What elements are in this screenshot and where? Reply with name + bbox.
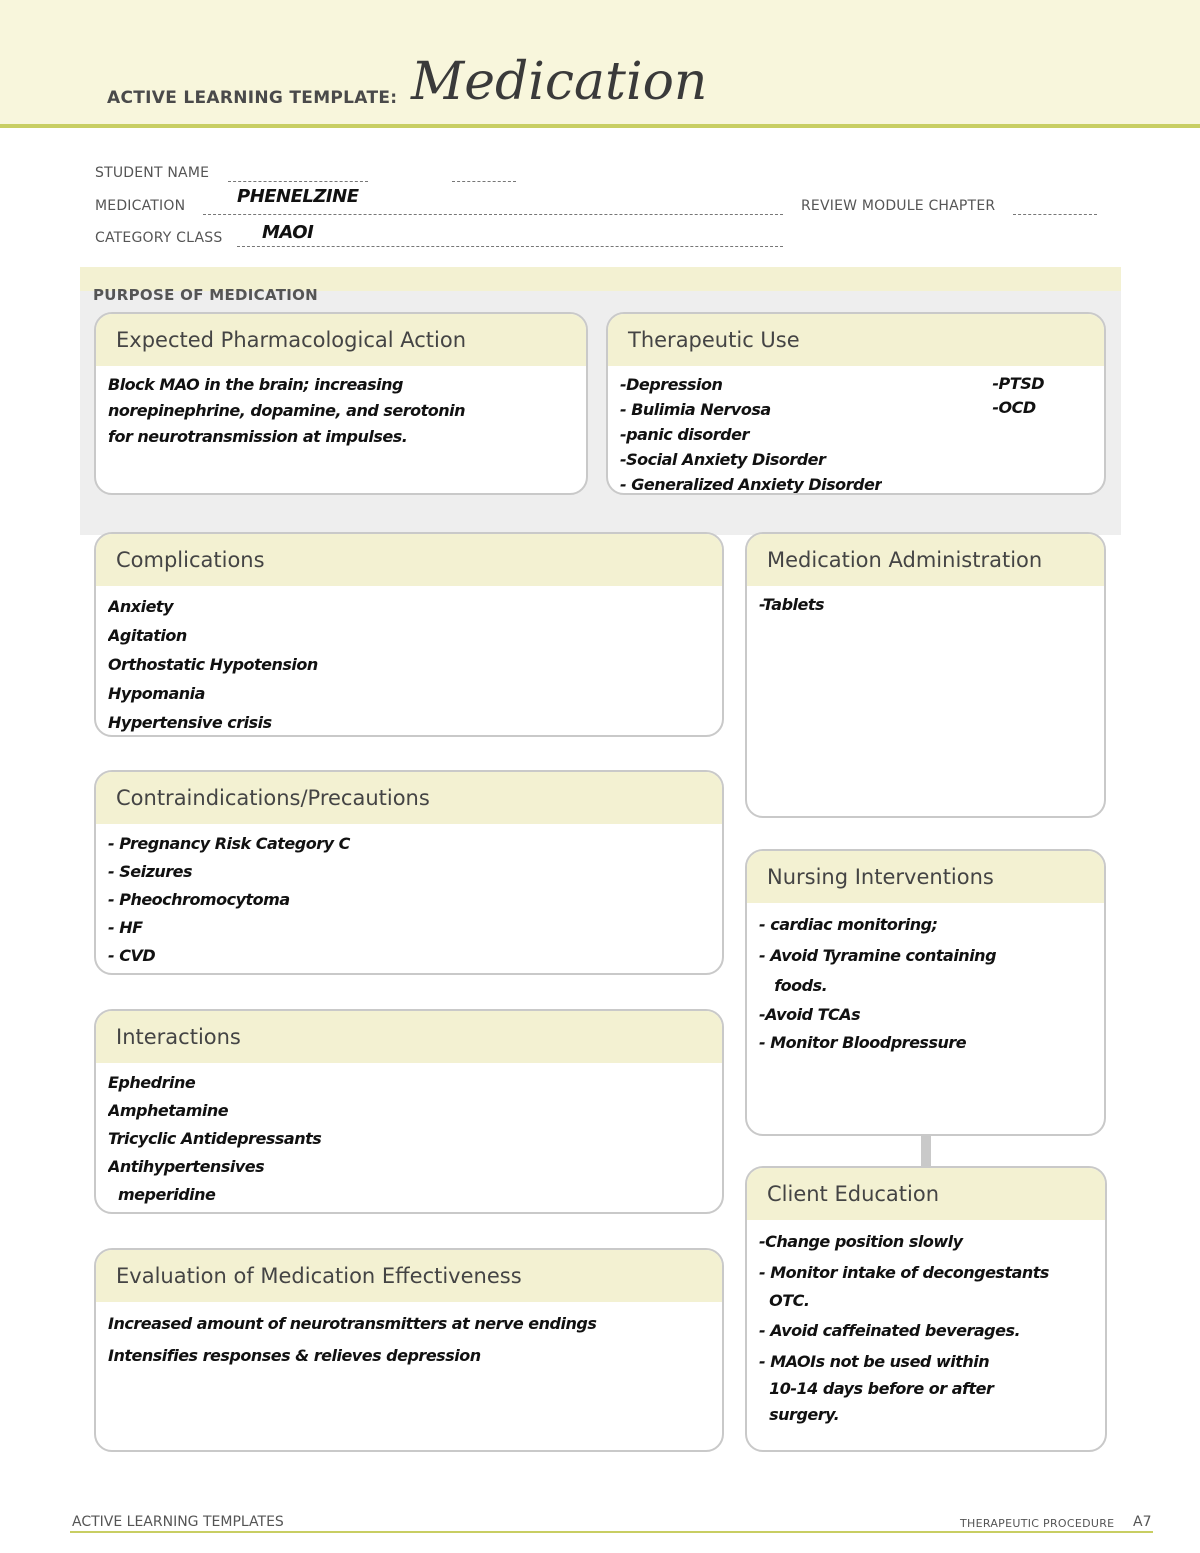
category-class-value: MAOI bbox=[262, 222, 314, 243]
complications-line: Hypertensive crisis bbox=[108, 713, 272, 732]
evaluation-line: Intensifies responses & relieves depression bbox=[108, 1346, 481, 1365]
therapeutic-use-line: - Generalized Anxiety Disorder bbox=[620, 475, 882, 494]
medication-administration-content[interactable] bbox=[747, 586, 1104, 618]
therapeutic-use-card bbox=[606, 312, 1106, 495]
client-education-line: OTC. bbox=[759, 1291, 810, 1310]
student-name-field-extra[interactable] bbox=[452, 181, 516, 182]
therapeutic-use-line: -OCD bbox=[992, 398, 1036, 417]
contraindications-line: - CVD bbox=[108, 946, 156, 965]
client-education-line: 10-14 days before or after bbox=[759, 1379, 994, 1398]
client-education-line: - Avoid caffeinated beverages. bbox=[759, 1321, 1021, 1340]
interactions-title: Interactions bbox=[96, 1011, 722, 1063]
medication-administration-title: Medication Administration bbox=[747, 534, 1104, 586]
contraindications-line: - Seizures bbox=[108, 862, 193, 881]
review-module-field[interactable] bbox=[1013, 214, 1097, 215]
nursing-interventions-card bbox=[745, 849, 1106, 1136]
complications-line: Anxiety bbox=[108, 597, 174, 616]
interactions-card bbox=[94, 1009, 724, 1214]
nursing-interventions-line: - Monitor Bloodpressure bbox=[759, 1033, 967, 1052]
expected-action-line: norepinephrine, dopamine, and serotonin bbox=[108, 401, 466, 420]
interactions-line: Tricyclic Antidepressants bbox=[108, 1129, 322, 1148]
nursing-interventions-title: Nursing Interventions bbox=[747, 851, 1104, 903]
page-title: Medication bbox=[411, 52, 708, 112]
interactions-line: Antihypertensives bbox=[108, 1157, 265, 1176]
review-module-label: REVIEW MODULE CHAPTER bbox=[801, 198, 996, 214]
page-number: A7 bbox=[1133, 1514, 1152, 1530]
therapeutic-use-title: Therapeutic Use bbox=[608, 314, 1104, 366]
client-education-line: - MAOIs not be used within bbox=[759, 1352, 990, 1371]
contraindications-card bbox=[94, 770, 724, 975]
client-education-content[interactable] bbox=[747, 1220, 1105, 1428]
nursing-interventions-line: foods. bbox=[759, 976, 828, 995]
category-class-field[interactable] bbox=[237, 246, 783, 247]
medication-field[interactable] bbox=[203, 214, 783, 215]
complications-line: Agitation bbox=[108, 626, 187, 645]
therapeutic-use-line: -PTSD bbox=[992, 374, 1044, 393]
therapeutic-use-line: -Depression bbox=[620, 375, 723, 394]
medication-administration-card bbox=[745, 532, 1106, 818]
client-education-title: Client Education bbox=[747, 1168, 1105, 1220]
therapeutic-use-content[interactable] bbox=[608, 366, 1104, 495]
evaluation-content[interactable] bbox=[96, 1302, 722, 1372]
medication-label: MEDICATION bbox=[95, 198, 186, 214]
expected-action-line: for neurotransmission at impulses. bbox=[108, 427, 408, 446]
nursing-interventions-line: - Avoid Tyramine containing bbox=[759, 946, 997, 965]
complications-title: Complications bbox=[96, 534, 722, 586]
complications-line: Orthostatic Hypotension bbox=[108, 655, 318, 674]
category-class-label: CATEGORY CLASS bbox=[95, 230, 223, 246]
purpose-section-label: PURPOSE OF MEDICATION bbox=[93, 286, 319, 304]
contraindications-content[interactable] bbox=[96, 824, 722, 970]
evaluation-card bbox=[94, 1248, 724, 1452]
footer-right-text: THERAPEUTIC PROCEDURE bbox=[960, 1517, 1115, 1530]
client-education-line: -Change position slowly bbox=[759, 1232, 963, 1251]
contraindications-title: Contraindications/Precautions bbox=[96, 772, 722, 824]
therapeutic-use-line: - Bulimia Nervosa bbox=[620, 400, 771, 419]
nursing-interventions-line: -Avoid TCAs bbox=[759, 1005, 861, 1024]
contraindications-line: - Pregnancy Risk Category C bbox=[108, 834, 350, 853]
medication-administration-line: -Tablets bbox=[759, 595, 825, 614]
therapeutic-use-right-column bbox=[992, 372, 1044, 495]
section-connector bbox=[921, 1135, 931, 1167]
nursing-interventions-content[interactable] bbox=[747, 903, 1104, 1057]
therapeutic-use-left-column bbox=[620, 372, 882, 495]
evaluation-line: Increased amount of neurotransmitters at nerve endings bbox=[108, 1314, 597, 1333]
client-education-line: surgery. bbox=[759, 1405, 840, 1424]
evaluation-title: Evaluation of Medication Effectiveness bbox=[96, 1250, 722, 1302]
interactions-line: Amphetamine bbox=[108, 1101, 229, 1120]
contraindications-line: - HF bbox=[108, 918, 143, 937]
client-education-line: - Monitor intake of decongestants bbox=[759, 1263, 1049, 1282]
footer-divider bbox=[70, 1531, 1153, 1533]
therapeutic-use-line: -Social Anxiety Disorder bbox=[620, 450, 826, 469]
medication-value: PHENELZINE bbox=[237, 186, 359, 207]
student-name-field[interactable] bbox=[228, 181, 368, 182]
complications-card bbox=[94, 532, 724, 737]
student-name-label: STUDENT NAME bbox=[95, 165, 210, 181]
expected-action-line: Block MAO in the brain; increasing bbox=[108, 375, 403, 394]
interactions-content[interactable] bbox=[96, 1063, 722, 1209]
expected-action-title: Expected Pharmacological Action bbox=[96, 314, 586, 366]
nursing-interventions-line: - cardiac monitoring; bbox=[759, 915, 938, 934]
expected-action-card bbox=[94, 312, 588, 495]
interactions-line: meperidine bbox=[118, 1185, 216, 1204]
complications-line: Hypomania bbox=[108, 684, 205, 703]
expected-action-content[interactable] bbox=[96, 366, 586, 450]
footer-left-text: ACTIVE LEARNING TEMPLATES bbox=[72, 1514, 284, 1530]
complications-content[interactable] bbox=[96, 586, 722, 737]
interactions-line: Ephedrine bbox=[108, 1073, 196, 1092]
template-label: ACTIVE LEARNING TEMPLATE: bbox=[107, 88, 398, 108]
contraindications-line: - Pheochromocytoma bbox=[108, 890, 290, 909]
therapeutic-use-line: -panic disorder bbox=[620, 425, 749, 444]
client-education-card bbox=[745, 1166, 1107, 1452]
